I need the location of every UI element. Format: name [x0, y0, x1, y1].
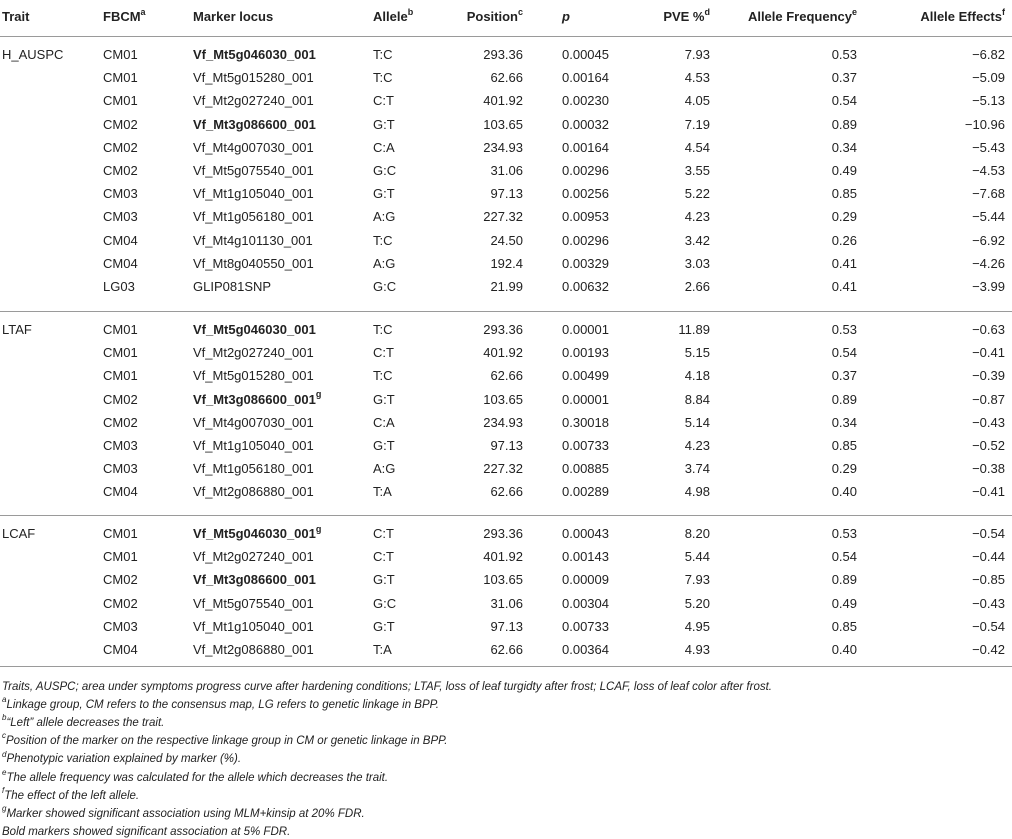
allele-frequency-cell: 0.54: [831, 93, 857, 109]
allele-effect-cell: −0.52: [972, 438, 1005, 453]
footnote: [2, 785, 140, 803]
marker-name: Vf_Mt8g040550_001: [193, 255, 314, 271]
allele-cell: T:C: [373, 70, 393, 86]
position-cell: 31.06: [490, 163, 523, 178]
p-value-cell: 0.00733: [562, 438, 609, 453]
allele-cell: T:C: [373, 232, 393, 248]
allele-frequency-cell: 0.54: [831, 345, 857, 361]
allele-cell: C:T: [373, 345, 394, 361]
fbcm-cell: CM03: [103, 186, 138, 202]
fbcm-cell: CM01: [103, 47, 138, 62]
fbcm-cell: CM01: [103, 345, 138, 361]
footnote-text: Traits, AUSPC; area under symptoms progress curve after hardening conditions; LTAF, loss of leaf turgidty after frost; LCAF, loss of leaf color after frost.: [2, 681, 772, 693]
position-cell: 21.99: [490, 279, 523, 294]
pve-cell: 11.89: [678, 322, 710, 337]
allele-cell: G:T: [373, 116, 395, 132]
header-position-text: Position: [466, 9, 518, 24]
footnote-text: The allele frequency was calculated for the allele which decreases the trait.: [6, 771, 389, 784]
marker-name: Vf_Mt5g075540_001: [193, 595, 314, 611]
pve-cell: 4.23: [684, 209, 710, 225]
marker-cell: [193, 642, 314, 658]
position-cell: 103.65: [483, 391, 523, 407]
marker-name: Vf_Mt5g015280_001: [193, 70, 314, 86]
header-pve: [663, 6, 710, 25]
marker-cell: [193, 186, 314, 202]
allele-effect-cell: −5.09: [972, 70, 1005, 86]
allele-effect-cell: −0.54: [972, 526, 1005, 541]
header-freq: [747, 6, 857, 25]
allele-effect-cell: −6.82: [972, 47, 1005, 62]
pve-cell: 4.54: [684, 139, 710, 155]
allele-frequency-cell: 0.34: [831, 414, 857, 430]
allele-cell: G:T: [373, 186, 395, 202]
marker-name: Vf_Mt2g027240_001: [193, 549, 314, 565]
marker-footnote-mark: g: [315, 389, 322, 400]
footnote-mark: c: [2, 731, 6, 741]
footnote-mark: g: [2, 803, 7, 813]
fbcm-cell: LG03: [103, 279, 135, 294]
marker-cell: [193, 163, 314, 179]
marker-name: Vf_Mt5g015280_001: [193, 368, 314, 384]
position-cell: 97.13: [490, 186, 523, 202]
footnote-mark: d: [2, 749, 7, 759]
allele-cell: T:A: [373, 642, 392, 657]
footnote-mark: a: [2, 695, 7, 705]
pve-cell: 7.93: [684, 47, 710, 62]
marker-cell: [193, 523, 322, 542]
pve-cell: 4.05: [684, 93, 710, 109]
marker-cell: [193, 345, 314, 361]
marker-name: Vf_Mt5g075540_001: [193, 163, 314, 178]
footnote: [2, 695, 440, 712]
header-effects-sup: f: [1002, 6, 1005, 17]
fbcm-cell: CM03: [103, 209, 138, 225]
allele-effect-cell: −0.44: [972, 549, 1005, 565]
allele-effect-cell: −5.44: [972, 209, 1005, 225]
allele-cell: G:C: [373, 163, 397, 178]
marker-cell: [193, 322, 316, 338]
marker-name: Vf_Mt3g086600_001: [193, 116, 316, 132]
allele-cell: C:T: [373, 549, 394, 565]
marker-name: Vf_Mt5g046030_001: [193, 322, 316, 337]
header-fbcm-text: FBCM: [103, 9, 141, 24]
header-effects: [920, 6, 1005, 25]
position-cell: 234.93: [483, 414, 523, 430]
fbcm-cell: CM02: [103, 572, 138, 588]
position-cell: 31.06: [490, 595, 523, 611]
allele-effect-cell: −5.13: [972, 93, 1005, 109]
allele-cell: C:A: [373, 139, 395, 155]
allele-frequency-cell: 0.89: [831, 391, 857, 407]
marker-cell: [193, 140, 314, 156]
p-value-cell: 0.00632: [562, 279, 609, 294]
footnote: [2, 713, 165, 730]
marker-name: Vf_Mt1g105040_001: [193, 438, 314, 453]
position-cell: 192.4: [490, 255, 523, 271]
position-cell: 227.32: [483, 461, 523, 477]
fbcm-cell: CM02: [103, 116, 138, 132]
p-value-cell: 0.00364: [562, 642, 609, 657]
allele-effect-cell: −7.68: [972, 186, 1005, 202]
header-trait: Trait: [2, 9, 30, 24]
position-cell: 227.32: [483, 209, 523, 225]
p-value-cell: 0.00499: [562, 368, 609, 384]
position-cell: 62.66: [490, 70, 523, 86]
p-value-cell: 0.00296: [562, 163, 609, 178]
header-fbcm: [103, 6, 146, 25]
marker-cell: [193, 415, 314, 431]
marker-cell: [193, 572, 316, 588]
p-value-cell: 0.00733: [562, 618, 609, 634]
allele-cell: T:C: [373, 368, 393, 384]
allele-frequency-cell: 0.89: [831, 572, 857, 588]
position-cell: 62.66: [490, 484, 523, 500]
allele-frequency-cell: 0.41: [831, 255, 857, 271]
allele-frequency-cell: 0.53: [831, 47, 857, 62]
footnote: [2, 767, 389, 785]
marker-name: Vf_Mt4g101130_001: [193, 232, 313, 248]
allele-effect-cell: −0.54: [972, 618, 1005, 634]
p-value-cell: 0.00256: [562, 186, 609, 202]
allele-effect-cell: −0.39: [972, 368, 1005, 384]
table-bottom-rule: [0, 666, 1012, 667]
footnote-text: Bold markers showed significant association at 5% FDR.: [2, 825, 291, 838]
marker-cell: [193, 47, 316, 63]
header-position-sup: c: [517, 6, 523, 17]
fbcm-cell: CM01: [103, 526, 138, 541]
marker-name: Vf_Mt5g046030_001: [193, 47, 316, 62]
allele-cell: C:A: [373, 414, 395, 430]
header-pve-sup: d: [704, 6, 710, 17]
allele-frequency-cell: 0.29: [831, 461, 857, 477]
allele-frequency-cell: 0.54: [831, 549, 857, 565]
pve-cell: 4.95: [684, 618, 710, 634]
header-allele-text: Allele: [373, 9, 408, 24]
allele-effect-cell: −6.92: [972, 232, 1005, 248]
allele-frequency-cell: 0.49: [831, 595, 857, 611]
fbcm-cell: CM02: [103, 139, 138, 155]
allele-cell: C:T: [373, 93, 394, 109]
header-effects-text: Allele Effects: [920, 9, 1002, 24]
marker-cell: [193, 209, 314, 225]
p-value-cell: 0.00289: [562, 484, 609, 500]
fbcm-cell: CM01: [103, 70, 138, 86]
marker-name: Vf_Mt4g007030_001: [193, 414, 314, 430]
pve-cell: 8.84: [684, 391, 710, 407]
pve-cell: 5.15: [684, 345, 710, 361]
allele-frequency-cell: 0.37: [831, 368, 857, 384]
position-cell: 401.92: [483, 549, 523, 565]
marker-name: Vf_Mt1g056180_001: [193, 209, 314, 225]
marker-name: Vf_Mt4g007030_001: [193, 139, 314, 155]
allele-effect-cell: −0.38: [972, 461, 1005, 477]
footnote-mark: f: [2, 785, 5, 795]
p-value-cell: 0.00193: [562, 345, 609, 361]
allele-cell: A:G: [373, 461, 396, 477]
marker-name: Vf_Mt2g086880_001: [193, 484, 314, 500]
footnote-text: The effect of the left allele.: [4, 789, 140, 802]
marker-name: Vf_Mt1g105040_001: [193, 618, 314, 634]
allele-effect-cell: −0.63: [972, 322, 1005, 337]
footnote-text: Marker showed significant association using MLM+kinsip at 20% FDR.: [6, 807, 365, 820]
header-freq-sup: e: [851, 6, 857, 17]
position-cell: 103.65: [483, 116, 523, 132]
allele-cell: T:C: [373, 322, 393, 337]
marker-cell: [193, 389, 322, 408]
fbcm-cell: CM01: [103, 368, 138, 384]
marker-cell: [193, 70, 314, 86]
allele-cell: A:G: [373, 255, 396, 271]
position-cell: 401.92: [483, 345, 523, 361]
marker-cell: [193, 93, 314, 109]
group-divider: [0, 515, 1012, 516]
marker-name: Vf_Mt2g027240_001: [193, 345, 314, 361]
pve-cell: 3.74: [684, 461, 710, 477]
marker-name: GLIP081SNP: [193, 279, 272, 294]
p-value-cell: 0.00164: [562, 139, 609, 155]
allele-frequency-cell: 0.53: [831, 322, 857, 337]
allele-effect-cell: −5.43: [972, 139, 1005, 155]
footnote-mark: b: [2, 713, 7, 723]
fbcm-cell: CM04: [103, 484, 138, 500]
pve-cell: 8.20: [684, 526, 710, 541]
pve-cell: 3.42: [684, 232, 710, 248]
p-value-cell: 0.00953: [562, 209, 609, 225]
marker-cell: [193, 256, 314, 272]
marker-cell: [193, 619, 314, 635]
p-value-cell: 0.00032: [562, 116, 609, 132]
allele-cell: T:A: [373, 484, 392, 500]
allele-frequency-cell: 0.37: [831, 70, 857, 86]
footnote-text: Linkage group, CM refers to the consensus map, LG refers to genetic linkage in BPP.: [6, 699, 440, 712]
allele-frequency-cell: 0.41: [831, 279, 857, 294]
pve-cell: 3.03: [684, 255, 710, 271]
allele-cell: G:T: [373, 391, 395, 407]
fbcm-cell: CM03: [103, 438, 138, 453]
marker-cell: [193, 461, 314, 477]
position-cell: 24.50: [490, 232, 523, 248]
pve-cell: 4.93: [684, 642, 710, 657]
allele-frequency-cell: 0.49: [831, 163, 857, 178]
position-cell: 293.36: [483, 526, 523, 541]
position-cell: 401.92: [483, 93, 523, 109]
fbcm-cell: CM03: [103, 461, 138, 477]
marker-cell: [193, 549, 314, 565]
pve-cell: 5.44: [684, 549, 710, 565]
footnote-mark: e: [2, 767, 7, 777]
header-freq-text: Allele Frequency: [747, 9, 852, 24]
marker-cell: [193, 368, 314, 384]
p-value-cell: 0.00296: [562, 232, 609, 248]
p-value-cell: 0.00885: [562, 461, 609, 477]
marker-cell: [193, 233, 313, 249]
allele-effect-cell: −3.99: [972, 279, 1005, 294]
pve-cell: 5.20: [684, 595, 710, 611]
footnote-text: Position of the marker on the respective linkage group in CM or genetic linkage in BPP.: [6, 735, 448, 748]
fbcm-cell: CM04: [103, 232, 138, 248]
allele-cell: T:C: [373, 47, 393, 62]
p-value-cell: 0.00304: [562, 595, 609, 611]
footnote: [2, 731, 448, 748]
pve-cell: 7.93: [684, 572, 710, 588]
trait-label: H_AUSPC: [2, 47, 64, 62]
marker-name: Vf_Mt5g046030_001: [193, 526, 316, 541]
pve-cell: 4.98: [684, 484, 710, 500]
allele-effect-cell: −0.42: [972, 642, 1005, 657]
allele-effect-cell: −0.43: [972, 414, 1005, 430]
allele-frequency-cell: 0.89: [831, 116, 857, 132]
pve-cell: 2.66: [684, 279, 710, 294]
p-value-cell: 0.00164: [562, 70, 609, 86]
header-allele-sup: b: [407, 6, 414, 17]
allele-cell: G:T: [373, 618, 395, 634]
allele-frequency-cell: 0.85: [831, 618, 857, 634]
p-value-cell: 0.00329: [562, 255, 609, 271]
p-value-cell: 0.00045: [562, 47, 609, 62]
p-value-cell: 0.00001: [562, 391, 609, 407]
marker-cell: [193, 117, 316, 133]
allele-cell: G:C: [373, 595, 397, 611]
allele-frequency-cell: 0.85: [831, 186, 857, 202]
pve-cell: 4.53: [684, 70, 710, 86]
marker-name: Vf_Mt1g105040_001: [193, 186, 314, 202]
allele-frequency-cell: 0.34: [831, 139, 857, 155]
marker-cell: [193, 279, 271, 295]
marker-name: Vf_Mt3g086600_001: [193, 572, 316, 588]
header-position: [466, 6, 523, 25]
header-rule: [0, 36, 1012, 37]
fbcm-cell: CM03: [103, 618, 138, 634]
position-cell: 97.13: [490, 438, 523, 453]
pve-cell: 5.14: [684, 414, 710, 430]
pve-cell: 4.18: [684, 368, 710, 384]
footnote: [2, 680, 772, 694]
marker-name: Vf_Mt2g086880_001: [193, 642, 314, 657]
allele-frequency-cell: 0.53: [831, 526, 857, 541]
position-cell: 97.13: [490, 618, 523, 634]
p-value-cell: 0.00143: [562, 549, 609, 565]
position-cell: 293.36: [483, 47, 523, 62]
allele-effect-cell: −0.41: [972, 484, 1005, 500]
pve-cell: 5.22: [684, 186, 710, 202]
allele-effect-cell: −4.53: [972, 163, 1005, 178]
allele-frequency-cell: 0.85: [831, 438, 857, 453]
group-divider: [0, 311, 1012, 312]
fbcm-cell: CM02: [103, 163, 138, 178]
allele-cell: G:T: [373, 572, 395, 588]
header-pve-text: PVE %: [663, 9, 705, 24]
footnote-text: Phenotypic variation explained by marker (%).: [6, 753, 242, 766]
marker-cell: [193, 484, 314, 500]
header-marker: Marker locus: [193, 9, 274, 24]
fbcm-cell: CM02: [103, 595, 138, 611]
position-cell: 62.66: [490, 642, 523, 657]
fbcm-cell: CM02: [103, 391, 138, 407]
allele-frequency-cell: 0.40: [831, 642, 857, 657]
pve-cell: 4.23: [684, 438, 710, 453]
allele-effect-cell: −0.87: [972, 391, 1005, 407]
fbcm-cell: CM04: [103, 642, 138, 657]
marker-name: Vf_Mt1g056180_001: [193, 461, 314, 477]
p-value-cell: 0.00230: [562, 93, 609, 109]
p-value-cell: 0.00043: [562, 526, 609, 541]
position-cell: 62.66: [490, 368, 523, 384]
fbcm-cell: CM01: [103, 322, 138, 337]
p-value-cell: 0.30018: [562, 414, 609, 430]
marker-cell: [193, 596, 314, 612]
header-p: p: [562, 9, 570, 24]
allele-frequency-cell: 0.40: [831, 484, 857, 500]
allele-frequency-cell: 0.26: [831, 232, 857, 248]
fbcm-cell: CM04: [103, 255, 138, 271]
marker-cell: [193, 438, 314, 454]
marker-name: Vf_Mt3g086600_001: [193, 391, 316, 407]
fbcm-cell: CM01: [103, 93, 138, 109]
trait-label: LTAF: [2, 322, 32, 337]
header-fbcm-sup: a: [140, 6, 146, 17]
position-cell: 234.93: [483, 139, 523, 155]
header-allele: [373, 6, 414, 25]
allele-frequency-cell: 0.29: [831, 209, 857, 225]
allele-effect-cell: −10.96: [964, 116, 1005, 132]
pve-cell: 7.19: [684, 116, 710, 132]
pve-cell: 3.55: [684, 163, 710, 178]
position-cell: 103.65: [483, 572, 523, 588]
marker-name: Vf_Mt2g027240_001: [193, 93, 314, 109]
allele-effect-cell: −0.43: [972, 595, 1005, 611]
allele-cell: A:G: [373, 209, 396, 225]
position-cell: 293.36: [483, 322, 523, 337]
footnote: [2, 749, 242, 766]
allele-cell: G:T: [373, 438, 395, 453]
allele-effect-cell: −0.85: [972, 572, 1005, 588]
allele-effect-cell: −0.41: [972, 345, 1005, 361]
p-value-cell: 0.00001: [562, 322, 609, 337]
marker-footnote-mark: g: [315, 523, 322, 534]
allele-cell: C:T: [373, 526, 394, 541]
footnote-text: “Left” allele decreases the trait.: [6, 717, 165, 730]
allele-cell: G:C: [373, 279, 397, 294]
allele-effect-cell: −4.26: [972, 255, 1005, 271]
trait-label: LCAF: [2, 526, 36, 541]
fbcm-cell: CM01: [103, 549, 138, 565]
p-value-cell: 0.00009: [562, 572, 609, 588]
fbcm-cell: CM02: [103, 414, 138, 430]
footnote: [2, 803, 365, 821]
